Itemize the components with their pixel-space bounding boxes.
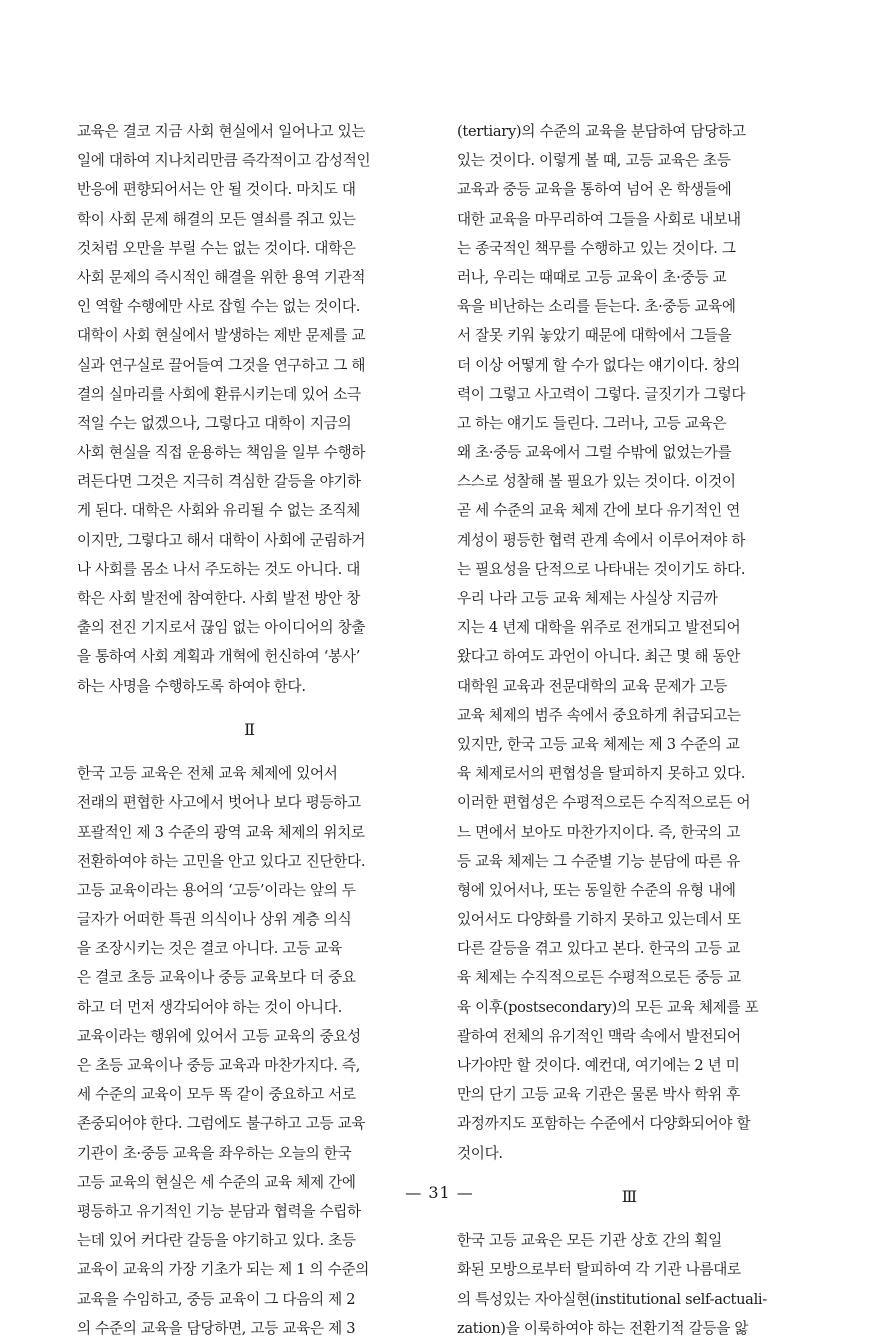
text-line: 스스로 성찰해 볼 필요가 있는 것이다. 이것이 bbox=[457, 473, 736, 491]
text-line: 는 필요성을 단적으로 나타내는 것이기도 하다. bbox=[457, 560, 746, 578]
text-line: 더 이상 어떻게 할 수가 없다는 얘기이다. 창의 bbox=[457, 356, 741, 374]
text-line: 을 조장시키는 것은 결코 아니다. 고등 교육 bbox=[77, 940, 342, 958]
text-line: 지는 4 년제 대학을 위주로 전개되고 발전되어 bbox=[457, 619, 741, 637]
text-line: 나가야만 할 것이다. 예컨대, 여기에는 2 년 미 bbox=[457, 1057, 740, 1074]
text-line: 적일 수는 없겠으나, 그렇다고 대학이 지금의 bbox=[77, 414, 352, 432]
text-line: 과정까지도 포함하는 수준에서 다양화되어야 할 bbox=[457, 1115, 751, 1133]
text-line: 육 체제로서의 편협성을 탈피하지 못하고 있다. bbox=[457, 765, 746, 783]
text-line: 게 된다. 대학은 사회와 유리될 수 없는 조직체 bbox=[77, 502, 361, 520]
text-line: 결의 실마리를 사회에 환류시키는데 있어 소극 bbox=[77, 385, 361, 403]
text-line: 나 사회를 몸소 나서 주도하는 것도 아니다. 대 bbox=[77, 560, 361, 578]
text-line: 있어서도 다양화를 기하지 못하고 있는데서 또 bbox=[457, 911, 741, 929]
text-line: 형에 있어서나, 또는 동일한 수준의 유형 내에 bbox=[457, 881, 736, 899]
text-line: 학은 사회 발전에 참여한다. 사회 발전 방안 창 bbox=[77, 590, 361, 607]
text-line: 을 통하여 사회 계획과 개혁에 헌신하여 ‘봉사’ bbox=[77, 648, 361, 666]
text-line: 대학이 사회 현실에서 발생하는 제반 문제를 교 bbox=[77, 327, 366, 345]
text-line: 것처럼 오만을 부릴 수는 없는 것이다. 대학은 bbox=[77, 239, 356, 257]
section-heading: Ⅲ bbox=[621, 1186, 639, 1206]
text-line: 곧 세 수준의 교육 체제 간에 보다 유기적인 연 bbox=[457, 502, 741, 520]
text-line: 교육은 결코 지금 사회 현실에서 일어나고 있는 bbox=[77, 123, 366, 140]
text-line: 전환하여야 하는 고민을 안고 있다고 진단한다. bbox=[77, 852, 366, 870]
text-line: 서 잘못 키워 놓았기 때문에 대학에서 그들을 bbox=[457, 327, 732, 345]
text-line: 의 수준의 교육을 담당하면, 고등 교육은 제 3 bbox=[77, 1319, 356, 1337]
text-line: 이지만, 그렇다고 해서 대학이 사회에 군림하거 bbox=[77, 531, 366, 549]
text-line: 왜 초·중등 교육에서 그럴 수밖에 없었는가를 bbox=[457, 444, 732, 462]
text-line: 있는 것이다. 이렇게 볼 때, 고등 교육은 초등 bbox=[457, 152, 731, 170]
text-line: 느 면에서 보아도 마찬가지이다. 즉, 한국의 고 bbox=[457, 823, 741, 841]
text-line: 교육이라는 행위에 있어서 고등 교육의 중요성 bbox=[77, 1027, 361, 1045]
text-line: 고 하는 얘기도 들린다. 그러나, 고등 교육은 bbox=[457, 414, 727, 432]
text-line: 는데 있어 커다란 갈등을 야기하고 있다. 초등 bbox=[77, 1232, 356, 1250]
text-line: 괄하여 전체의 유기적인 맥락 속에서 발전되어 bbox=[457, 1027, 741, 1045]
text-line: 이러한 편협성은 수평적으로든 수직적으로든 어 bbox=[457, 794, 751, 812]
text-line: 반응에 편향되어서는 안 될 것이다. 마치도 대 bbox=[77, 181, 356, 199]
text-line: 대학원 교육과 전문대학의 교육 문제가 고등 bbox=[457, 677, 728, 695]
text-line: 의 특성있는 자아실현(institutional self-actuali- bbox=[457, 1290, 767, 1308]
text-line: 일에 대하여 지나치리만큼 즉각적이고 감성적인 bbox=[77, 152, 371, 170]
text-line: 출의 전진 기지로서 끊임 없는 아이디어의 창출 bbox=[77, 619, 366, 637]
text-line: 는 종국적인 책무를 수행하고 있는 것이다. 그 bbox=[457, 239, 736, 257]
text-line: 세 수준의 교육이 모두 똑 같이 중요하고 서로 bbox=[77, 1086, 356, 1104]
text-line: 교육과 중등 교육을 통하여 넘어 온 학생들에 bbox=[457, 181, 732, 199]
text-line: 화된 모방으로부터 탈피하여 각 기관 나름대로 bbox=[457, 1261, 741, 1279]
text-line: 우리 나라 고등 교육 체제는 사실상 지금까 bbox=[457, 590, 718, 607]
text-line: 고등 교육의 현실은 세 수준의 교육 체제 간에 bbox=[77, 1173, 356, 1191]
text-line: 육 이후(postsecondary)의 모든 교육 체제를 포 bbox=[457, 998, 759, 1016]
text-line: 러나, 우리는 때때로 고등 교육이 초·중등 교 bbox=[457, 268, 727, 286]
text-line: 교육 체제의 범주 속에서 중요하게 취급되고는 bbox=[457, 706, 741, 724]
text-line: 전래의 편협한 사고에서 벗어나 보다 평등하고 bbox=[77, 794, 361, 812]
text-line: 것이다. bbox=[457, 1144, 503, 1162]
text-line: 한국 고등 교육은 모든 기관 상호 간의 획일 bbox=[457, 1232, 722, 1250]
text-line: zation)을 이룩하여야 하는 전환기적 갈등을 앓 bbox=[457, 1319, 749, 1337]
text-line: 존중되어야 한다. 그럼에도 불구하고 고등 교육 bbox=[77, 1115, 366, 1133]
text-line: 고등 교육이라는 용어의 ‘고등’이라는 앞의 두 bbox=[77, 881, 356, 899]
text-line: 교육이 교육의 가장 기초가 되는 제 1 의 수준의 bbox=[77, 1261, 370, 1279]
text-line: 계성이 평등한 협력 관계 속에서 이루어져야 하 bbox=[457, 531, 746, 549]
text-line: 왔다고 하여도 과언이 아니다. 최근 몇 해 동안 bbox=[457, 648, 741, 666]
text-line: 인 역할 수행에만 사로 잡힐 수는 없는 것이다. bbox=[77, 298, 361, 316]
text-line: 기관이 초·중등 교육을 좌우하는 오늘의 한국 bbox=[77, 1144, 352, 1162]
text-line: 려든다면 그것은 지극히 격심한 갈등을 야기하 bbox=[77, 473, 361, 491]
text-line: (tertiary)의 수준의 교육을 분담하여 담당하고 bbox=[457, 123, 746, 140]
text-line: 등 교육 체제는 그 수준별 기능 분담에 따른 유 bbox=[457, 852, 741, 870]
text-line: 하는 사명을 수행하도록 하여야 한다. bbox=[77, 677, 306, 695]
text-line: 육을 비난하는 소리를 듣는다. 초·중등 교육에 bbox=[457, 298, 736, 316]
text-line: 교육을 수임하고, 중등 교육이 그 다음의 제 2 bbox=[77, 1290, 356, 1308]
left-column bbox=[77, 117, 423, 1343]
text-line: 은 초등 교육이나 중등 교육과 마찬가지다. 즉, bbox=[77, 1057, 361, 1075]
text-line: 실과 연구실로 끌어들여 그것을 연구하고 그 해 bbox=[77, 356, 366, 374]
text-line: 육 체제는 수직적으로든 수평적으로든 중등 교 bbox=[457, 969, 741, 987]
text-line: 학이 사회 문제 해결의 모든 열쇠를 쥐고 있는 bbox=[77, 210, 356, 228]
page-number: — 31 — bbox=[405, 1183, 474, 1202]
text-line: 은 결코 초등 교육이나 중등 교육보다 더 중요 bbox=[77, 969, 356, 987]
text-line: 포괄적인 제 3 수준의 광역 교육 체제의 위치로 bbox=[77, 823, 365, 841]
section-heading: Ⅱ bbox=[244, 719, 256, 739]
text-line: 사회 현실을 직접 운용하는 책임을 일부 수행하 bbox=[77, 444, 366, 462]
right-column bbox=[457, 117, 803, 1343]
text-line: 대한 교육을 마무리하여 그들을 사회로 내보내 bbox=[457, 210, 741, 228]
text-line: 만의 단기 고등 교육 기관은 물론 박사 학위 후 bbox=[457, 1086, 741, 1104]
text-line: 평등하고 유기적인 기능 분담과 협력을 수립하 bbox=[77, 1202, 361, 1220]
text-line: 한국 고등 교육은 전체 교육 체제에 있어서 bbox=[77, 765, 338, 783]
text-line: 력이 그렇고 사고력이 그렇다. 글짓기가 그렇다 bbox=[457, 385, 746, 403]
text-line: 다른 갈등을 겪고 있다고 본다. 한국의 고등 교 bbox=[457, 940, 741, 958]
text-line: 글자가 어떠한 특권 의식이나 상위 계층 의식 bbox=[77, 911, 352, 929]
text-line: 하고 더 먼저 생각되어야 하는 것이 아니다. bbox=[77, 998, 342, 1016]
text-line: 사회 문제의 즉시적인 해결을 위한 용역 기관적 bbox=[77, 268, 366, 286]
text-line: 있지만, 한국 고등 교육 체제는 제 3 수준의 교 bbox=[457, 735, 740, 753]
